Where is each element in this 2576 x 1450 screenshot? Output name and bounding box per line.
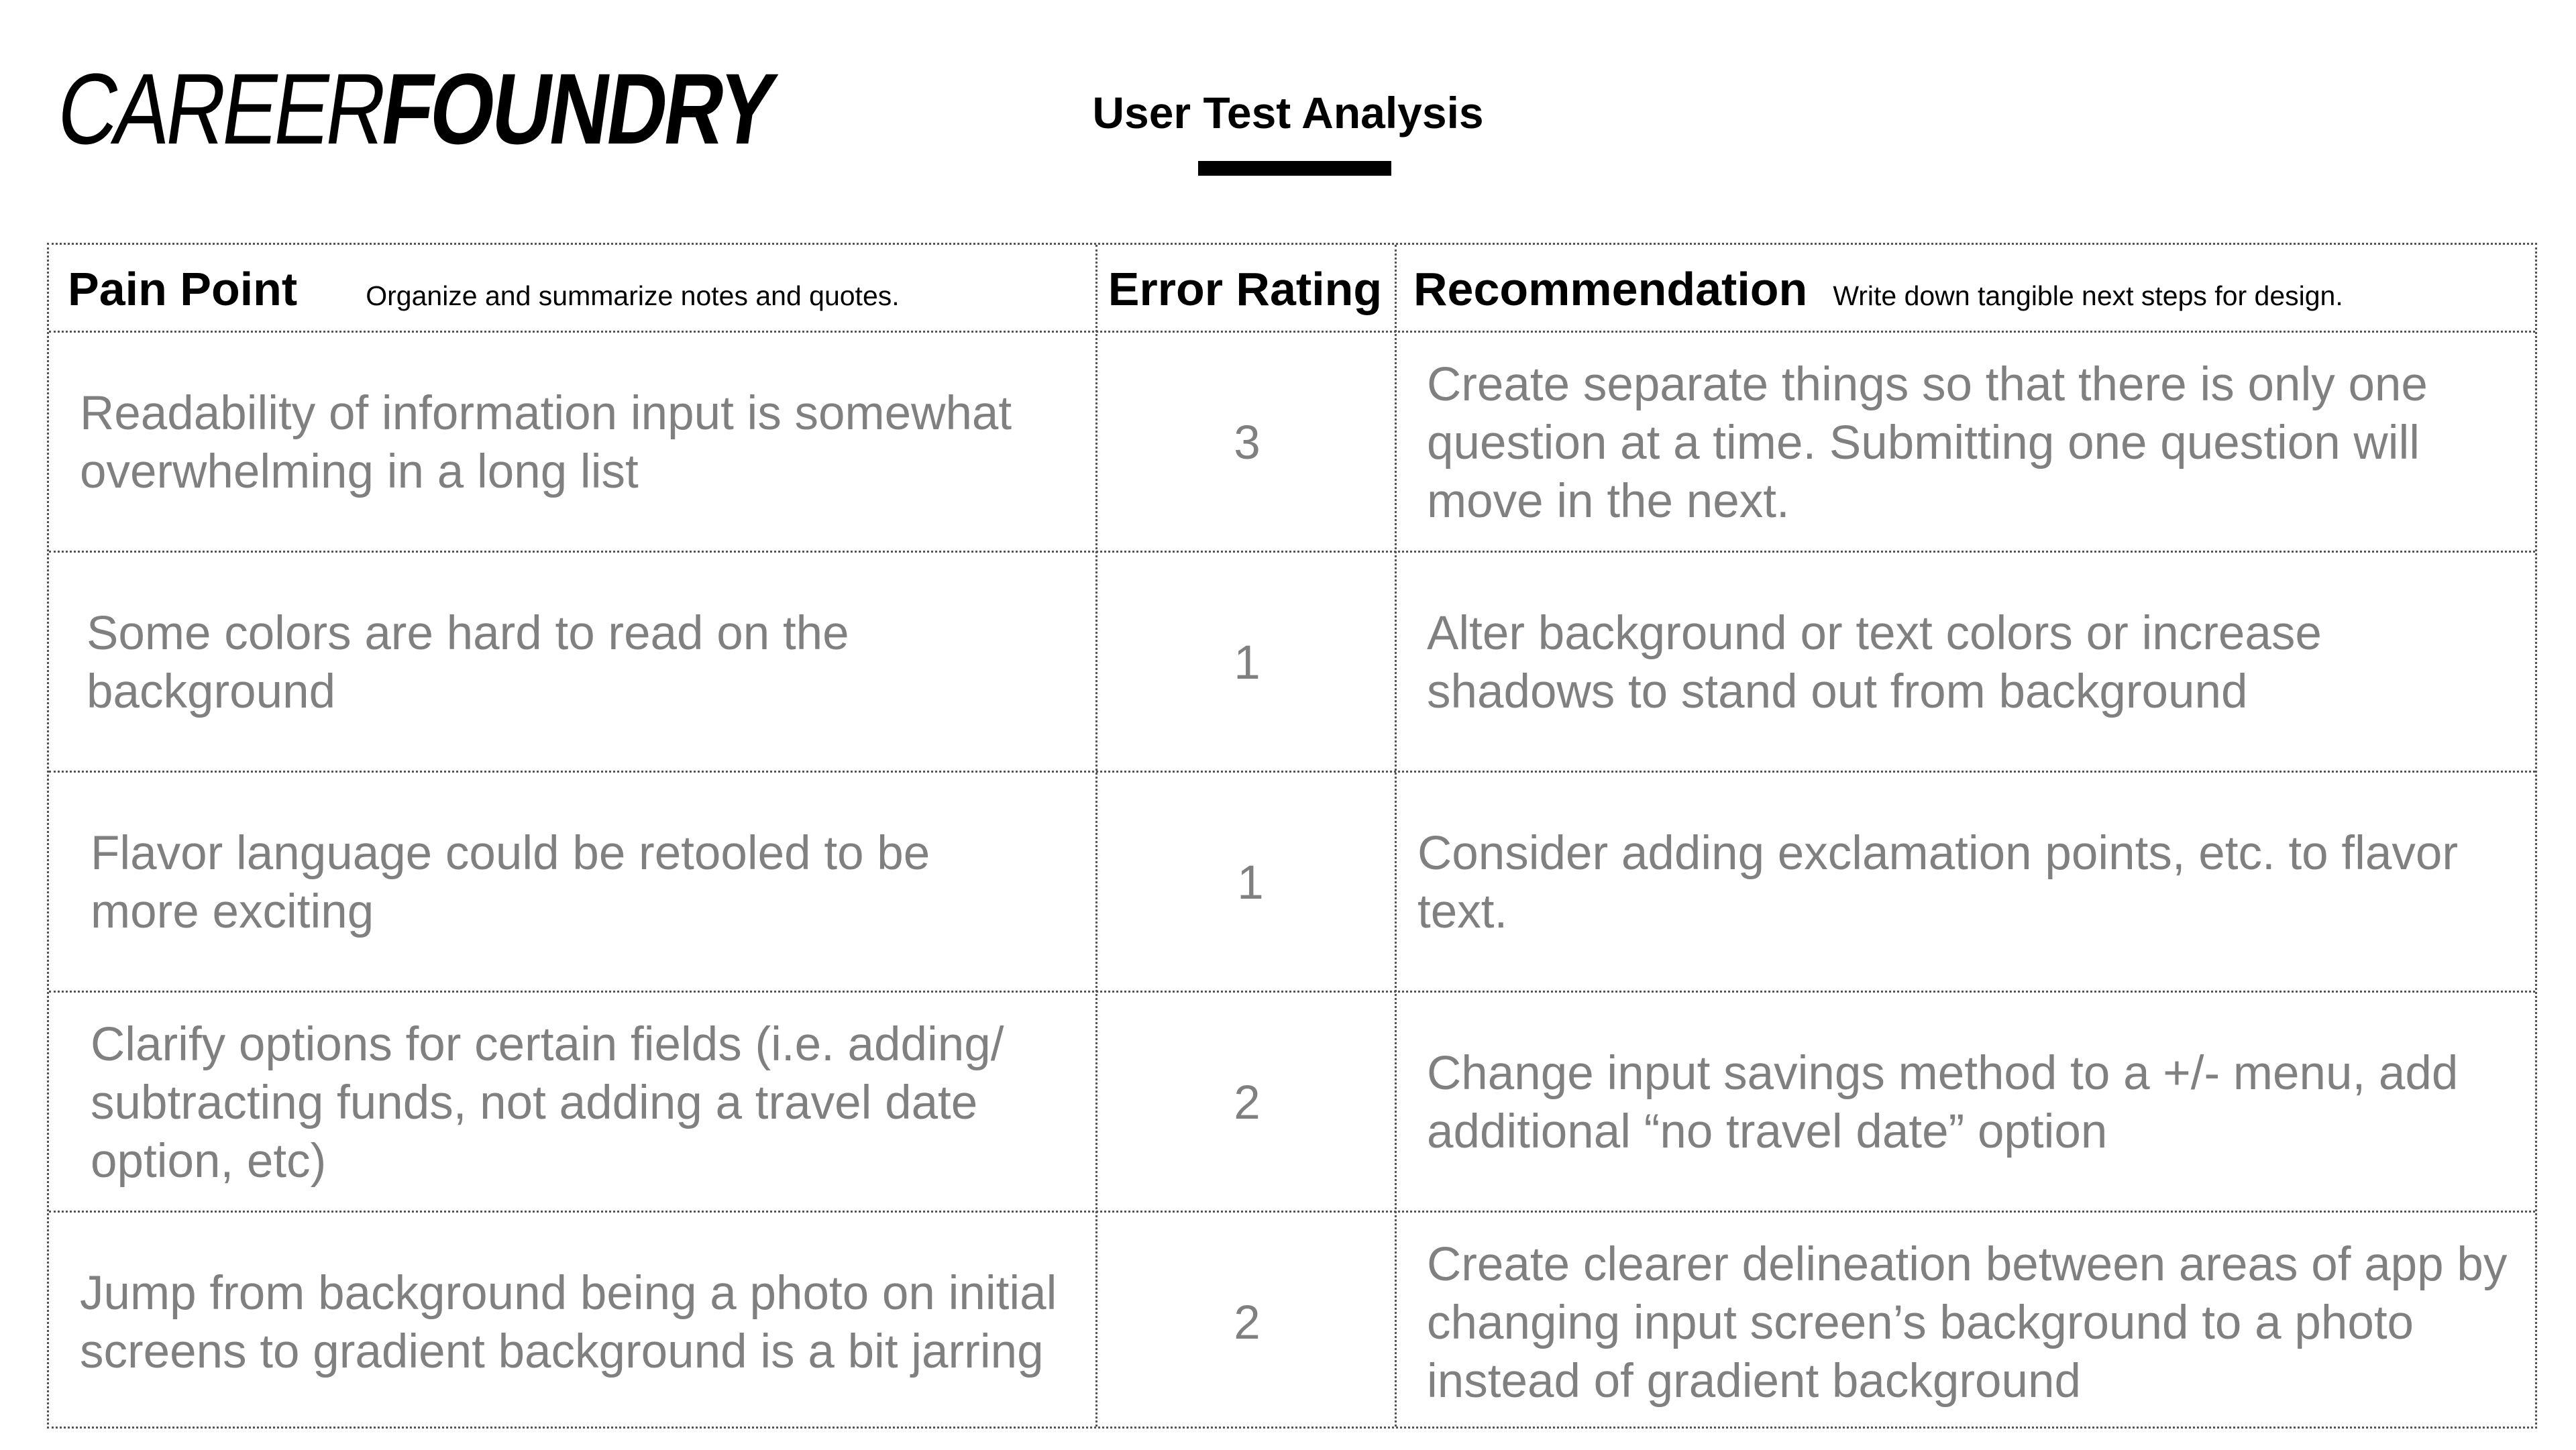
analysis-table xyxy=(47,243,2537,1429)
table-header-row xyxy=(49,245,2535,331)
error-rating-cell xyxy=(1101,773,1400,993)
error-rating-cell xyxy=(1097,993,1397,1213)
table-row xyxy=(49,553,2535,773)
header-pain-point-label: Pain Point xyxy=(68,263,298,315)
error-rating-cell xyxy=(1097,1213,1397,1433)
pain-point-text: Readability of information input is somewhat overwhelming in a long list xyxy=(80,387,1012,498)
pain-point-text: Jump from background being a photo on initial screens to gradient background is a bit jarring xyxy=(80,1267,1057,1378)
recommendation-text: Consider adding exclamation points, etc. to flavor text. xyxy=(1417,827,2459,938)
logo-text-career: CAREER xyxy=(50,52,392,165)
recommendation-cell xyxy=(1427,553,2433,773)
error-rating-value: 2 xyxy=(1234,1296,1260,1349)
header-error-rating xyxy=(1095,262,1395,316)
table-row xyxy=(49,1213,2535,1433)
page-title: User Test Analysis xyxy=(1092,88,1484,137)
logo-text-foundry: FOUNDRY xyxy=(374,52,781,165)
pain-point-text: Clarify options for certain fields (i.e. adding/ subtracting funds, not adding a travel date option, etc) xyxy=(91,1017,1004,1188)
error-rating-value: 2 xyxy=(1234,1076,1260,1129)
recommendation-text: Create clearer delineation between areas of app by changing input screen’s background to a photo instead of gradient background xyxy=(1427,1237,2508,1408)
table-row xyxy=(49,773,2535,993)
header-recommendation-label: Recommendation xyxy=(1413,263,1808,315)
error-rating-value: 1 xyxy=(1237,856,1264,909)
pain-point-cell xyxy=(80,333,1086,553)
header-pain-point xyxy=(68,262,900,316)
recommendation-cell xyxy=(1417,773,2524,993)
recommendation-text: Alter background or text colors or increase shadows to stand out from background xyxy=(1427,607,2322,718)
pain-point-cell xyxy=(87,553,959,773)
error-rating-cell xyxy=(1097,553,1397,773)
recommendation-cell xyxy=(1427,333,2527,553)
recommendation-text: Create separate things so that there is only one question at a time. Submitting one question will move in the next. xyxy=(1427,357,2428,528)
header-error-rating-label: Error Rating xyxy=(1108,263,1383,315)
recommendation-cell xyxy=(1427,1213,2534,1433)
header-recommendation xyxy=(1413,262,2343,316)
recommendation-text: Change input savings method to a +/- menu, add additional “no travel date” option xyxy=(1427,1047,2459,1158)
pain-point-cell xyxy=(80,1213,1086,1433)
table-row xyxy=(49,993,2535,1213)
error-rating-value: 3 xyxy=(1234,416,1260,469)
pain-point-text: Flavor language could be retooled to be more exciting xyxy=(91,827,930,938)
error-rating-cell xyxy=(1097,333,1397,553)
header-pain-point-hint: Organize and summarize notes and quotes. xyxy=(366,280,900,311)
pain-point-cell xyxy=(91,773,996,993)
table-row xyxy=(49,333,2535,553)
pain-point-text: Some colors are hard to read on the background xyxy=(87,607,849,718)
recommendation-cell xyxy=(1427,993,2514,1213)
careerfoundry-logo xyxy=(50,52,781,165)
pain-point-cell xyxy=(91,993,1083,1213)
error-rating-value: 1 xyxy=(1234,636,1260,689)
header-recommendation-hint: Write down tangible next steps for design. xyxy=(1833,280,2343,311)
title-underline xyxy=(1198,161,1391,176)
